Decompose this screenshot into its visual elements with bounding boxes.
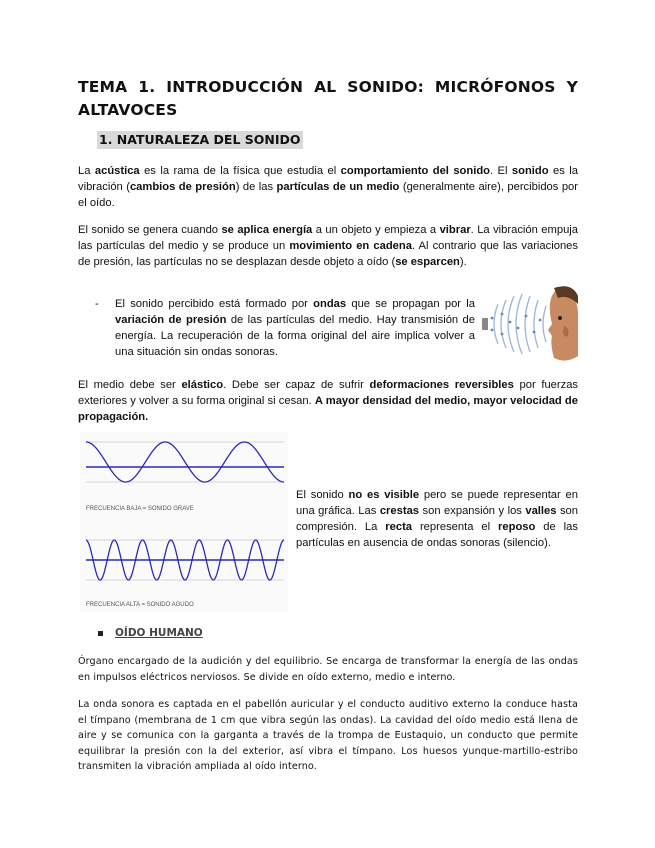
low-frequency-label: FRECUENCIA BAJA = SONIDO GRAVE (86, 506, 194, 512)
page-title (78, 76, 578, 122)
sound-wave-arcs (494, 294, 546, 354)
section-heading: 1. NATURALEZA DEL SONIDO (99, 132, 301, 147)
dash-bullet: - (95, 298, 99, 310)
source-icon (482, 318, 488, 330)
paragraph-oido-transmision: La onda sonora es captada en el pabellón auricular y el conducto auditivo externo la conduce hasta el tímpano (membrana de 1 cm que vibra según las ondas). La cavidad del oído medio está llena de aire y se comunica con la garganta a través de la trompa de Eustaquio, un conducto que permite equilibrar la presión con la del exterior, así vibra el tímpano. Los huesos yunque-martillo-estribo transmiten la vibración ampliada al oído interno. (78, 699, 578, 772)
ear-sound-waves-illustration (480, 284, 578, 364)
frequency-waves-figure (80, 432, 288, 612)
subsection-heading (98, 627, 203, 639)
high-frequency-label: FRECUENCIA ALTA = SONIDO AGUDO (86, 602, 194, 608)
paragraph-generacion: El sonido se genera cuando se aplica energía a un objeto y empieza a vibrar. La vibración empuja las partículas del medio y se produce un movimiento en cadena. Al contrario que las variaciones de presión, las partículas no se desplazan desde objeto a oído (se esparcen). (78, 224, 578, 268)
bullet-text: El sonido percibido está formado por ondas que se propagan por la variación de presión de las partículas del medio. Hay transmisión de energía. La recuperación de la forma original del aire implica volver a una situación sin ondas sonoras. (115, 298, 475, 358)
title-line-2: ALTAVOCES (78, 101, 178, 119)
paragraph-acustica: La acústica es la rama de la física que estudia el comportamiento del sonido. El sonido es la vibración (cambios de presión) de las partículas de un medio (generalmente aire), percibidos por el oído. (78, 165, 578, 209)
head-profile-icon (548, 286, 578, 360)
subsection-label: OÍDO HUMANO (115, 627, 203, 639)
bullet-item-ondas (95, 296, 475, 360)
title-line-1: TEMA 1. INTRODUCCIÓN AL SONIDO: MICRÓFONOS Y (78, 78, 578, 96)
paragraph-medio-elastico: El medio debe ser elástico. Debe ser capaz de sufrir deformaciones reversibles por fuerzas exteriores y volver a su forma original si cesan. A mayor densidad del medio, mayor velocidad de propagación. (78, 379, 579, 423)
paragraph-oido-organo: Órgano encargado de la audición y del equilibrio. Se encarga de transformar la energía de las ondas en impulsos eléctricos nerviosos. Se divide en oído externo, medio e interno. (78, 656, 578, 683)
paragraph-representacion: El sonido no es visible pero se puede representar en una gráfica. Las crestas son expansión y los valles son compresión. La recta representa el reposo de las partículas en ausencia de ondas sonoras (silencio). (296, 489, 578, 549)
square-bullet-icon (98, 631, 103, 636)
figure-background (80, 432, 288, 612)
